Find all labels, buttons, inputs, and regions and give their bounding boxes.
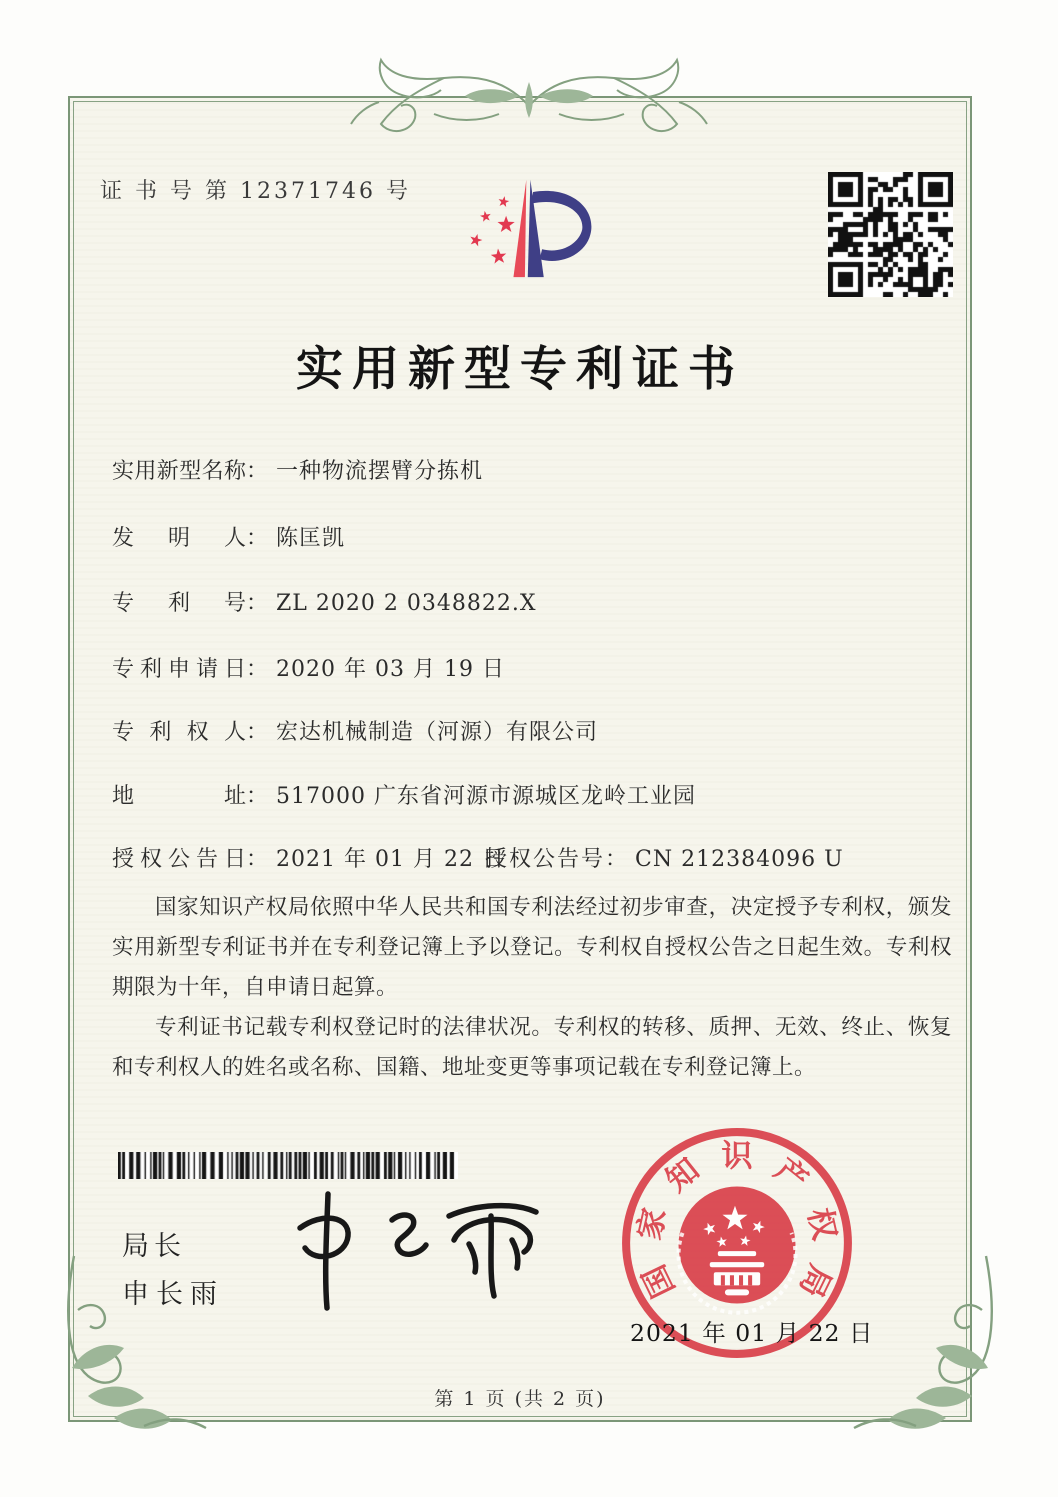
field-grant-date-and-number (112, 842, 962, 876)
officer-name: 申长雨 (122, 1279, 224, 1310)
field-utility-model-name (112, 454, 962, 488)
field-value: 一种物流摆臂分拣机 (276, 459, 484, 484)
field-value: CN 212384096 U (635, 847, 844, 872)
field-inventor (112, 521, 962, 555)
svg-text:国: 国 (636, 1259, 683, 1303)
field-label: 专利号 (112, 591, 246, 616)
field-colon: ： (246, 784, 269, 809)
legal-text (112, 888, 952, 1088)
svg-text:局: 局 (791, 1259, 838, 1303)
svg-text:权: 权 (800, 1204, 843, 1244)
qr-code-icon (828, 172, 953, 297)
barcode-icon (118, 1152, 458, 1179)
field-patent-number (112, 586, 962, 620)
field-grant-number (485, 842, 844, 873)
certificate-title: 实用新型专利证书 (296, 342, 744, 397)
field-label: 授权公告日 (112, 847, 246, 872)
field-label: 授权公告号 (485, 847, 606, 872)
svg-text:知: 知 (659, 1151, 707, 1200)
field-value: ZL 2020 2 0348822.X (276, 591, 537, 616)
field-value: 陈匡凯 (276, 526, 346, 551)
legal-paragraph: 国家知识产权局依照中华人民共和国专利法经过初步审查，决定授予专利权，颁发实用新型专利证书并在专利登记簿上予以登记。专利权自授权公告之日起生效。专利权期限为十年，自申请日起算。 (112, 895, 952, 1000)
field-value: 2021 年 01 月 22 日 (276, 847, 505, 872)
field-patentee (112, 715, 962, 749)
svg-text:识: 识 (721, 1138, 753, 1175)
page-number: 第 1 页 (共 2 页) (434, 1388, 606, 1410)
field-colon: ： (246, 526, 269, 551)
field-application-date (112, 652, 962, 686)
field-label: 发明人 (112, 526, 246, 551)
legal-paragraph: 专利证书记载专利权登记时的法律状况。专利权的转移、质押、无效、终止、恢复和专利权人的姓名或名称、国籍、地址变更等事项记载在专利登记簿上。 (112, 1015, 952, 1080)
field-value: 2020 年 03 月 19 日 (276, 657, 505, 682)
field-label: 地址 (112, 784, 246, 809)
field-address (112, 779, 962, 813)
officer-title: 局长 (122, 1231, 186, 1262)
director-signature-icon (266, 1182, 556, 1317)
field-label: 实用新型名称 (112, 459, 246, 484)
field-colon: ： (246, 657, 269, 682)
field-value: 宏达机械制造（河源）有限公司 (276, 720, 599, 745)
cnipa-patent-logo-icon (448, 158, 628, 298)
field-colon: ： (246, 591, 269, 616)
svg-text:家: 家 (631, 1204, 674, 1244)
field-value: 517000 广东省河源市源城区龙岭工业园 (276, 784, 696, 809)
field-colon: ： (246, 720, 269, 745)
svg-text:产: 产 (767, 1151, 815, 1200)
field-colon: ： (605, 847, 628, 872)
seal-date: 2021 年 01 月 22 日 (630, 1319, 874, 1347)
field-label: 专利申请日 (112, 657, 246, 682)
field-colon: ： (246, 847, 269, 872)
field-colon: ： (246, 459, 269, 484)
field-label: 专利权人 (112, 720, 246, 745)
certificate-number: 证 书 号 第 12371746 号 (100, 179, 411, 204)
